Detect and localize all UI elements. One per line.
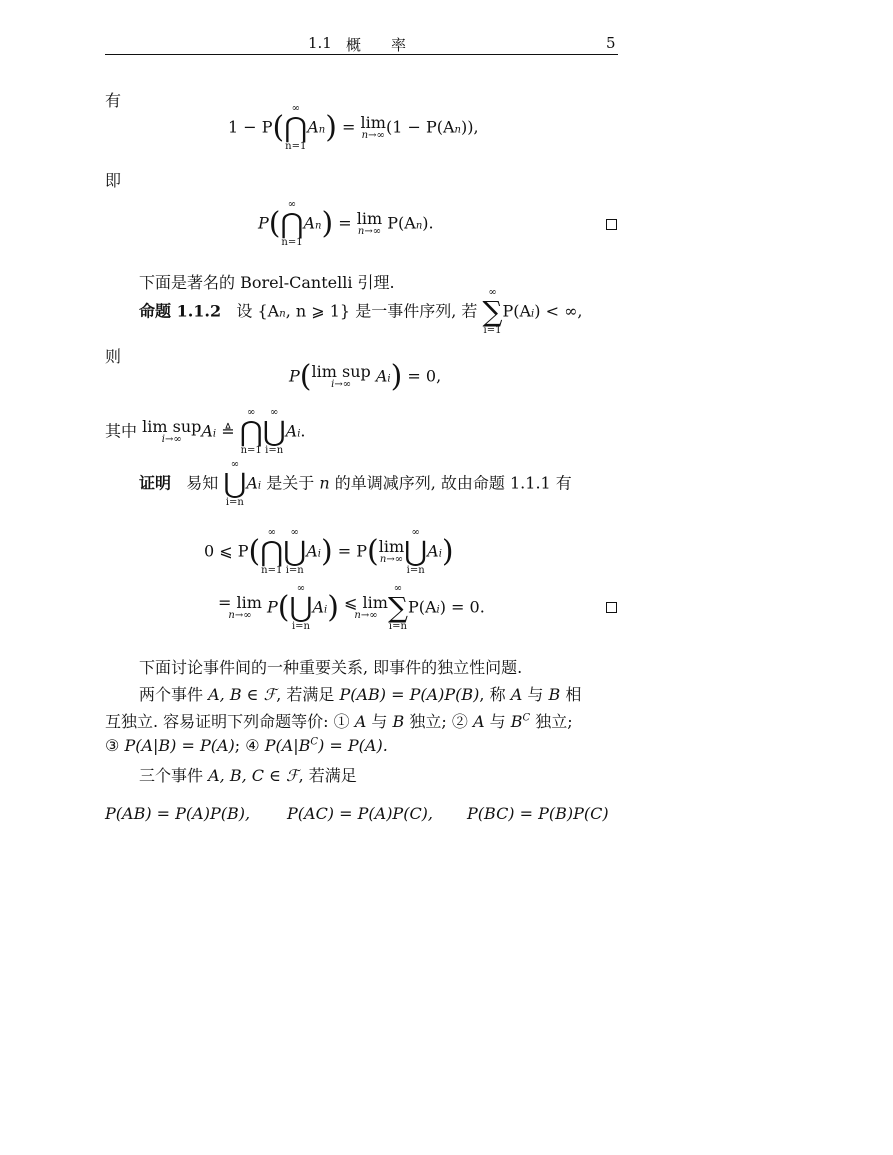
word-ji: 即 [105,171,122,190]
equivalence-line-2: ③ P(A|B) = P(A); ④ $P(A|B^C) = P(A)$. [105,736,388,755]
eq1-lparen: ( [272,110,285,145]
word-you: 有 [105,91,122,110]
equation-4-line2: = lim n→∞ P( ∞ ⋃ i=n Ai) ⩽ lim n→∞ ∞ ∑ i=n P(Ai) = 0. [218,583,485,632]
borel-intro: 下面是著名的 Borel-Cantelli 引理. [139,273,395,292]
proposition-line: 命题 1.1.2 设 {An, n ⩾ 1} 是一事件序列, 若 ∞ ∑ i=1 P(Ai) < ∞, [139,287,583,336]
header-section: 1.1 [308,34,332,52]
eq1-lim: lim n→∞ [360,113,386,141]
page-number: 5 [606,34,616,52]
word-ze: 则 [105,347,122,366]
eq-BC: P(BC) = P(B)P(C) [467,804,609,823]
qed-box-2 [606,602,617,613]
eq1-lhs: 1 − P [228,117,273,137]
equation-1: 1 − P( ∞ ⋂ n=1 An) = lim n→∞ (1 − P(An)), [228,103,479,152]
equation-2: P( ∞ ⋂ n=1 An) = lim n→∞ P(An). [258,199,434,248]
equation-3: P( lim sup i→∞ Ai) = 0, [289,359,442,394]
eq1-cap: ∞ ⋂ n=1 [284,103,308,152]
qed-box-1 [606,219,617,230]
proof-label: 证明 [139,473,172,493]
two-events-line: 两个事件 A, B ∈ ℱ, 若满足 P(AB) = P(A)P(B), 称 A 与 B 相 [139,685,582,704]
indep-intro: 下面讨论事件间的一种重要关系, 即事件的独立性问题. [139,658,523,677]
proof-line: 证明 易知 ∞ ⋃ i=n Ai 是关于 n 的单调减序列, 故由命题 1.1.1 有 [139,459,572,508]
limsup-definition: 其中 lim sup i→∞ Ai ≜ ∞ ⋂ n=1 ∞ ⋃ i=n Ai. [105,407,306,456]
header-title: 概 率 [346,36,407,54]
equation-4-line1: 0 ⩽ P( ∞ ⋂ n=1 ∞ ⋃ i=n Ai) = P( lim n→∞ ∞ ⋃ i=n Ai) [204,527,454,576]
equivalence-line: 互独立. 容易证明下列命题等价: ① A 与 B 独立; ② A 与 $B^C$ 独立; [105,712,573,731]
prop-label: 命题 1.1.2 [139,301,222,321]
three-events-line: 三个事件 A, B, C ∈ ℱ, 若满足 [139,766,357,785]
eq-AB: P(AB) = P(A)P(B), [105,804,251,823]
eq-AC: P(AC) = P(A)P(C), [287,804,434,823]
header-rule [105,54,618,55]
